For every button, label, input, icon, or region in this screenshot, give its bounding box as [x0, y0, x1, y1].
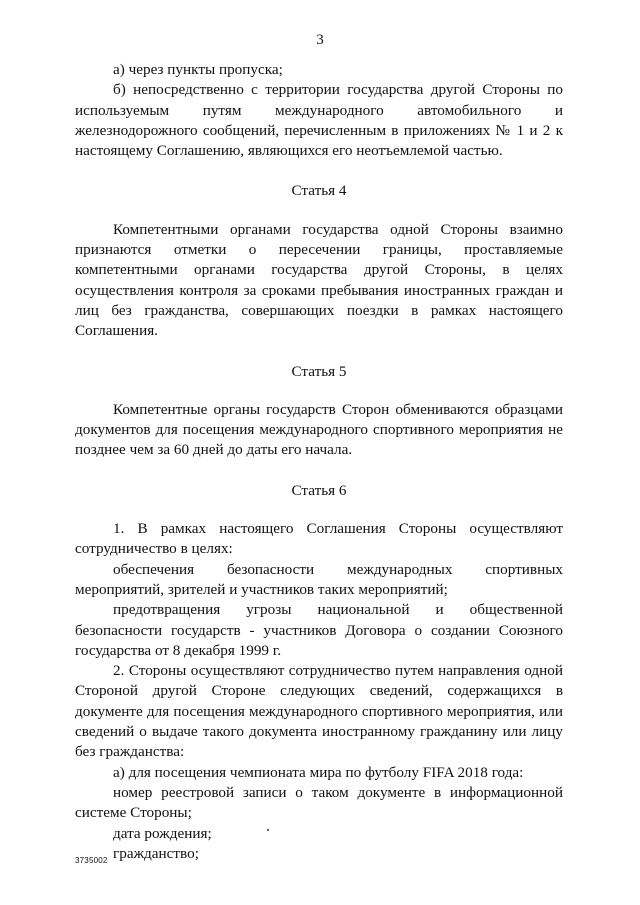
article-6-paragraph-prevention: предотвращения угрозы национальной и общественной безопасности государств - участников Договора о создании Союзного государства от 8 декабря 1999 г.: [75, 601, 563, 659]
article-6-paragraph-fifa: а) для посещения чемпионата мира по футболу FIFA 2018 года:: [113, 763, 524, 781]
document-body: [75, 60, 563, 864]
article-6-paragraph-2: 2. Стороны осуществляют сотрудничество путем направления одной Стороной другой Стороне следующих сведений, содержащихся в документе для посещения международного спортивного мероприятия, или сведений о выдаче такого документа иностранному гражданину или лицу без гражданства:: [75, 662, 563, 761]
article-6-paragraph-1: 1. В рамках настоящего Соглашения Стороны осуществляют сотрудничество в целях:: [75, 520, 563, 558]
article-4-paragraph: Компетентными органами государства одной Стороны взаимно признаются отметки о пересечении границы, проставляемые компетентными органами государства другой Стороны, в целях осуществления контроля за сроками пребывания иностранных граждан и лиц без гражданства, совершающих поездки в рамках настоящего Соглашения.: [75, 220, 563, 340]
page-number: 3: [316, 32, 324, 48]
article-6-heading: Статья 6: [291, 481, 347, 499]
scan-speck: [267, 829, 269, 831]
article-4-heading: Статья 4: [291, 182, 347, 200]
article-6-paragraph-security: обеспечения безопасности международных спортивных мероприятий, зрителей и участников таких мероприятий;: [75, 560, 563, 598]
article-6-paragraph-citizenship: гражданство;: [113, 844, 199, 862]
article-5-paragraph: Компетентные органы государств Сторон обмениваются образцами документов для посещения международного спортивного мероприятия не позднее чем за 60 дней до даты его начала.: [75, 400, 563, 459]
article-6-paragraph-birth-date: дата рождения;: [113, 824, 212, 842]
paragraph-direct-territory: б) непосредственно с территории государства другой Стороны по используемым путям международного автомобильного и железнодорожного сообщений, перечисленным в приложениях № 1 и 2 к настоящему Соглашению, являющихся его неотъемлемой частью.: [75, 81, 563, 160]
article-6-paragraph-registry-number: номер реестровой записи о таком документе в информационной системе Стороны;: [75, 783, 563, 822]
document-code: 3735002: [75, 856, 108, 865]
paragraph-checkpoints: а) через пункты пропуска;: [113, 61, 283, 78]
article-5-heading: Статья 5: [291, 362, 347, 380]
